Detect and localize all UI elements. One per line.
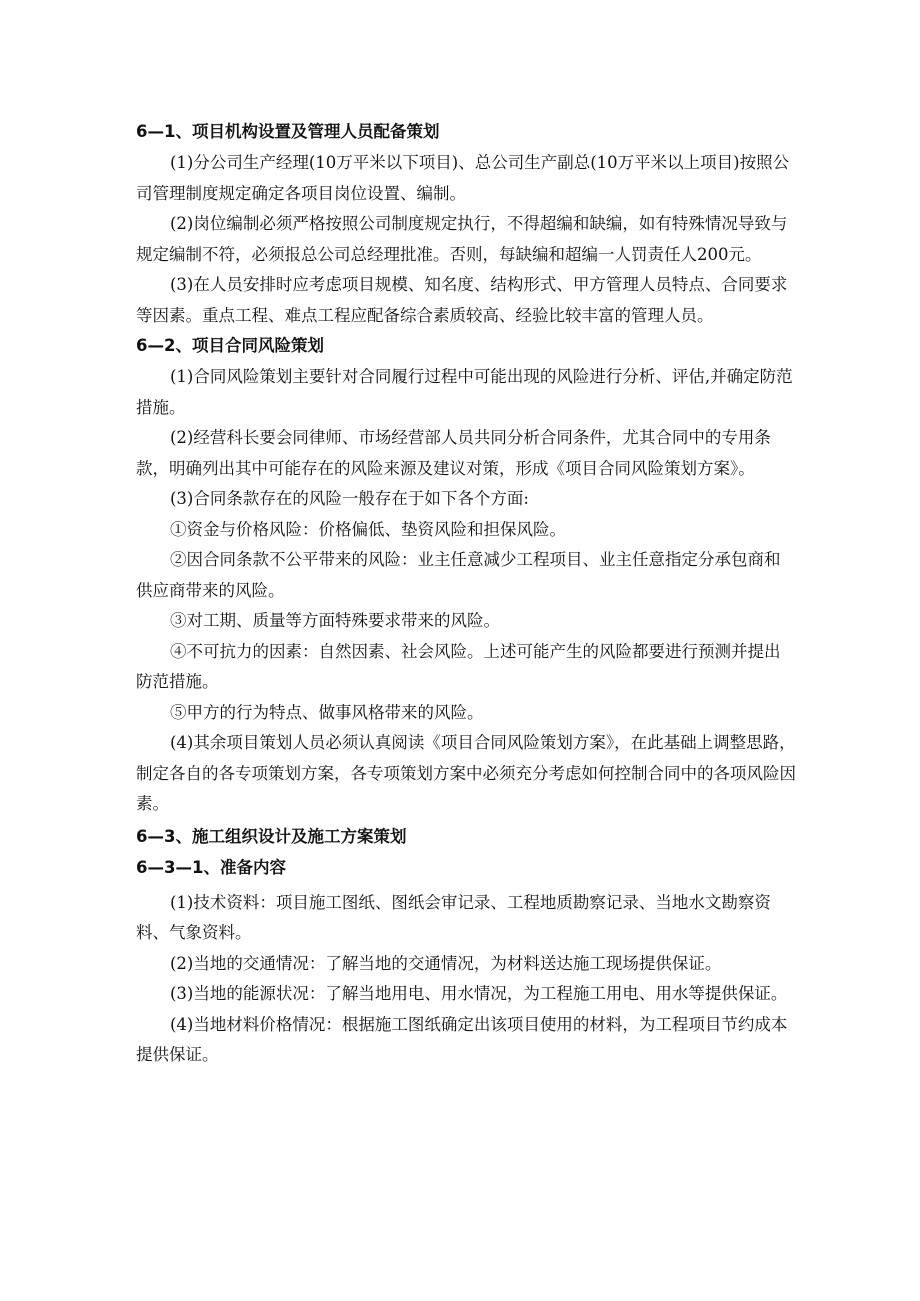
paragraph: ④不可抗力的因素：自然因素、社会风险。上述可能产生的风险都要进行预测并提出防范措施。 xyxy=(136,641,781,691)
paragraph: (3)当地的能源状况：了解当地用电、用水情况，为工程施工用电、用水等提供保证。 xyxy=(170,984,788,1003)
paragraph: (4)当地材料价格情况：根据施工图纸确定出该项目使用的材料，为工程项目节约成本提供保证。 xyxy=(136,1014,788,1064)
paragraph: (2)经营科长要会同律师、市场经营部人员共同分析合同条件，尤其合同中的专用条款，明确列出其中可能存在的风险来源及建议对策，形成《项目合同风险策划方案》。 xyxy=(136,428,771,478)
document-body xyxy=(136,117,796,1071)
paragraph: (1)技术资料：项目施工图纸、图纸会审记录、工程地质勘察记录、当地水文勘察资料、气象资料。 xyxy=(136,892,771,942)
paragraph: ③对工期、质量等方面特殊要求带来的风险。 xyxy=(170,611,500,630)
section-heading-6-3: 6—3、施工组织设计及施工方案策划 xyxy=(136,826,407,846)
section-heading-6-1: 6—1、项目机构设置及管理人员配备策划 xyxy=(136,122,440,141)
paragraph: (2)当地的交通情况：了解当地的交通情况，为材料送达施工现场提供保证。 xyxy=(170,953,722,973)
section-heading-6-2: 6—2、项目合同风险策划 xyxy=(136,336,324,355)
paragraph: (4)其余项目策划人员必须认真阅读《项目合同风险策划方案》，在此基础上调整思路，制定各自的各专项策划方案，各专项策划方案中必须充分考虑如何控制合同中的各项风险因素。 xyxy=(136,733,796,813)
paragraph: ②因合同条款不公平带来的风险：业主任意减少工程项目、业主任意指定分承包商和供应商带来的风险。 xyxy=(136,550,781,600)
paragraph: (2)岗位编制必须严格按照公司制度规定执行，不得超编和缺编，如有特殊情况导致与规定编制不符，必须报总公司总经理批准。否则，每缺编和超编一人罚责任人200元。 xyxy=(136,214,788,264)
paragraph: (3)在人员安排时应考虑项目规模、知名度、结构形式、甲方管理人员特点、合同要求等因素。重点工程、难点工程应配备综合素质较高、经验比较丰富的管理人员。 xyxy=(136,275,788,325)
paragraph: ⑤甲方的行为特点、做事风格带来的风险。 xyxy=(170,702,484,722)
subsection-heading-6-3-1: 6—3—1、准备内容 xyxy=(136,857,286,877)
paragraph: (1)分公司生产经理(10万平米以下项目)、总公司生产副总(10万平米以上项目)按照公司管理制度规定确定各项目岗位设置、编制。 xyxy=(136,153,790,203)
paragraph: (1)合同风险策划主要针对合同履行过程中可能出现的风险进行分析、评估,并确定防范措施。 xyxy=(136,367,793,417)
paragraph: ①资金与价格风险：价格偏低、垫资风险和担保风险。 xyxy=(170,519,566,539)
paragraph: (3)合同条款存在的风险一般存在于如下各个方面: xyxy=(170,489,529,508)
